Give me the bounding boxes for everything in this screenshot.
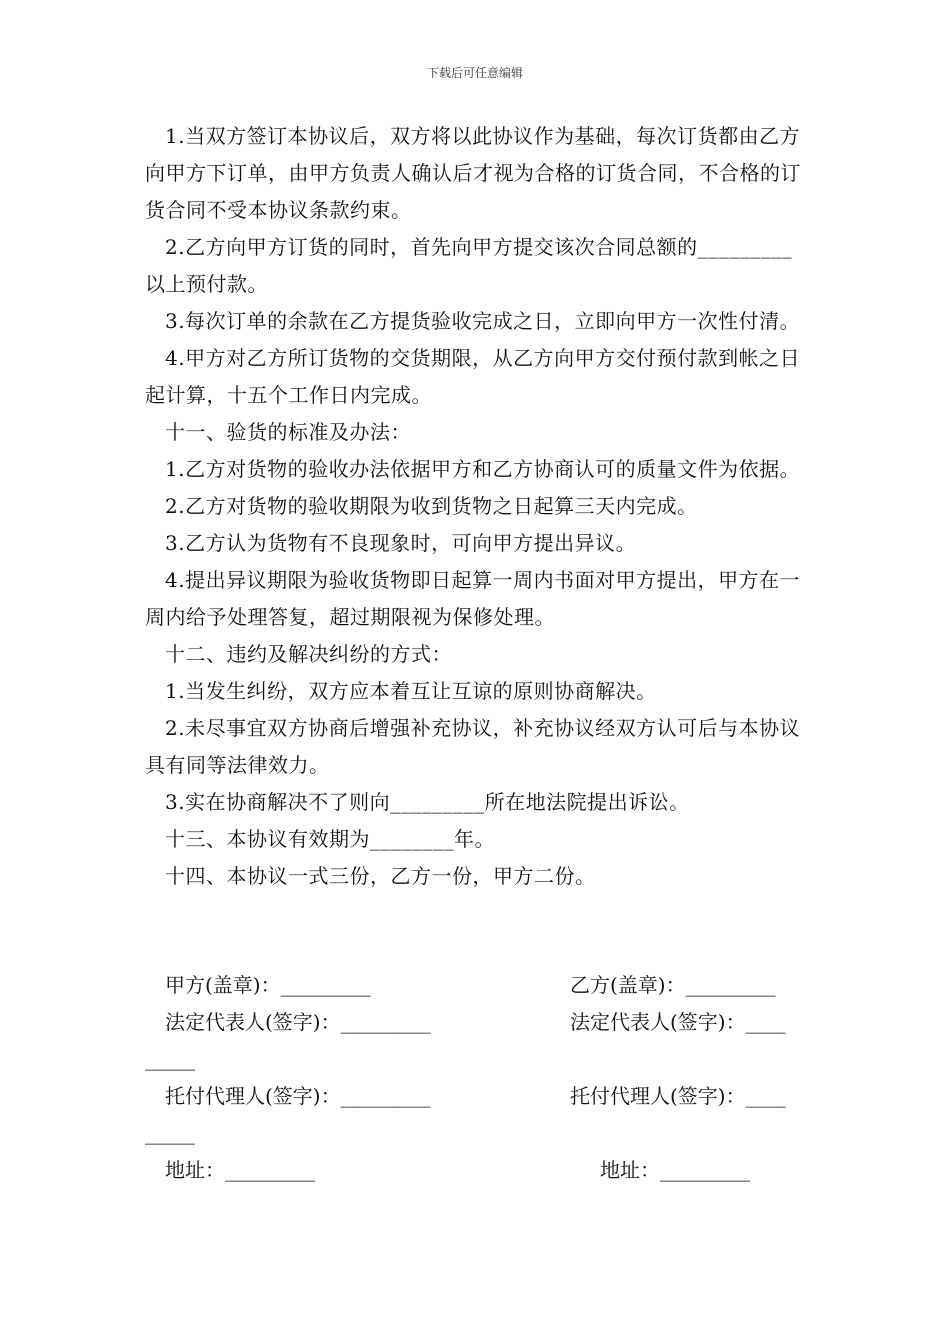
- clause-negotiation: 1.当发生纠纷，双方应本着互让互谅的原则协商解决。: [165, 679, 657, 703]
- signature-block: [145, 967, 809, 1189]
- signature-row-agent-cont: [145, 1115, 809, 1152]
- signature-row-legal-rep-cont: [145, 1041, 809, 1078]
- section-validity: 十三、本协议有效期为________年。: [165, 827, 495, 851]
- signature-row-address: [145, 1152, 809, 1189]
- signature-row-agent: [145, 1078, 809, 1115]
- clause-litigation: 3.实在协商解决不了则向_________所在地法院提出诉讼。: [165, 790, 690, 814]
- party-a-legal-rep: 法定代表人(签字)：_________: [165, 1010, 431, 1034]
- clause-prepayment: 2.乙方向甲方订货的同时，首先向甲方提交该次合同总额的_________以上预付款。: [145, 235, 793, 296]
- party-b-seal: 乙方(盖章)：_________: [570, 973, 776, 997]
- party-b-legal-rep-continuation: _____: [145, 1047, 195, 1071]
- party-a-seal: 甲方(盖章)：_________: [165, 973, 371, 997]
- signature-row-seal: [145, 967, 809, 1004]
- clause-inspection-method: 1.乙方对货物的验收办法依据甲方和乙方协商认可的质量文件为依据。: [165, 457, 801, 481]
- party-b-agent-continuation: _____: [145, 1121, 195, 1145]
- party-b-legal-rep: 法定代表人(签字)：____: [570, 1010, 786, 1034]
- party-a-address: 地址：_________: [165, 1158, 315, 1182]
- clause-supplement: 2.未尽事宜双方协商后增强补充协议，补充协议经双方认可后与本协议具有同等法律效力。: [145, 716, 801, 777]
- party-b-address: 地址：_________: [600, 1158, 750, 1182]
- section-heading-dispute: 十二、违约及解决纠纷的方式：: [165, 642, 452, 666]
- document-body: [145, 118, 809, 895]
- section-heading-inspection: 十一、验货的标准及办法：: [165, 420, 411, 444]
- clause-objection: 3.乙方认为货物有不良现象时，可向甲方提出异议。: [165, 531, 637, 555]
- clause-delivery-term: 4.甲方对乙方所订货物的交货期限，从乙方向甲方交付预付款到帐之日起计算，十五个工作日内完成。: [145, 346, 801, 407]
- clause-order-basis: 1.当双方签订本协议后，双方将以此协议作为基础，每次订货都由乙方向甲方下订单，由甲方负责人确认后才视为合格的订货合同，不合格的订货合同不受本协议条款约束。: [145, 124, 801, 222]
- clause-objection-period: 4.提出异议期限为验收货物即日起算一周内书面对甲方提出，甲方在一周内给予处理答复，超过期限视为保修处理。: [145, 568, 801, 629]
- signature-row-legal-rep: [145, 1004, 809, 1041]
- party-b-agent: 托付代理人(签字)：____: [570, 1084, 786, 1108]
- party-a-agent: 托付代理人(签字)：_________: [165, 1084, 431, 1108]
- page-header-note: 下载后可任意编辑: [426, 66, 523, 80]
- clause-inspection-period: 2.乙方对货物的验收期限为收到货物之日起算三天内完成。: [165, 494, 698, 518]
- clause-balance: 3.每次订单的余款在乙方提货验收完成之日，立即向甲方一次性付清。: [165, 309, 801, 333]
- section-copies: 十四、本协议一式三份，乙方一份，甲方二份。: [165, 864, 596, 888]
